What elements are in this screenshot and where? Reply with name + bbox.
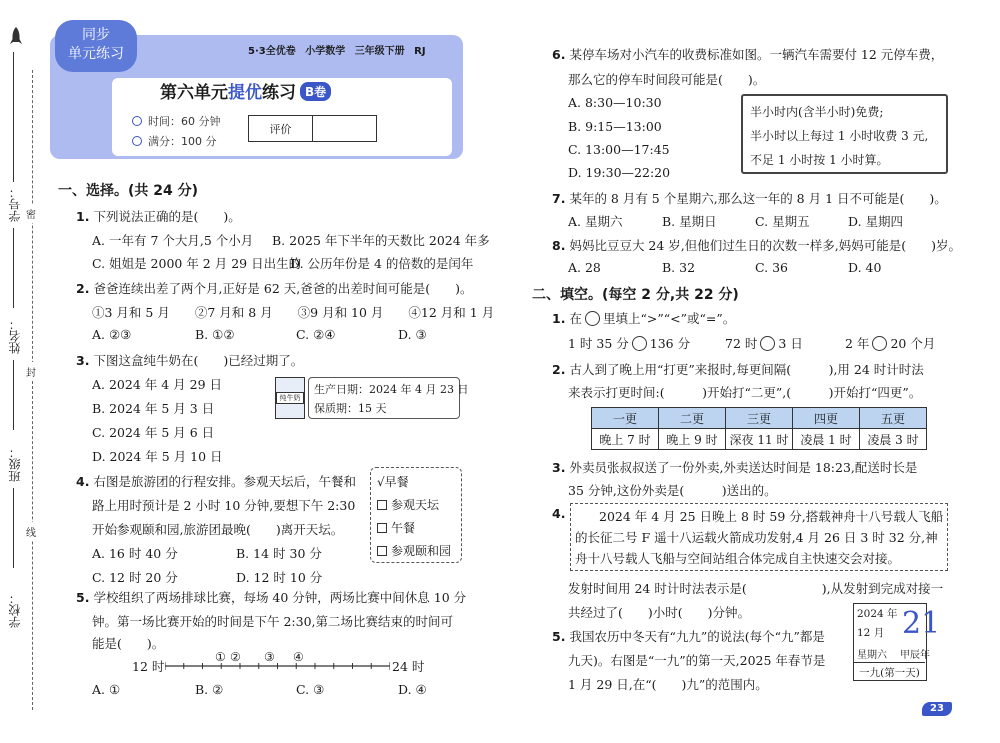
option-a[interactable]: A. 28 (568, 260, 601, 275)
score-info (132, 133, 217, 149)
question-stem: 35 分钟,这份外卖是( )送出的。 (568, 483, 777, 498)
calendar-weekday: 星期六 (857, 650, 887, 661)
watch-schedule-table (591, 407, 927, 450)
option-a[interactable]: A. 一年有 7 个大月,5 个小月 (92, 233, 254, 248)
compare-circle[interactable] (632, 336, 647, 351)
option-d[interactable]: D. 19:30—22:20 (568, 165, 671, 180)
itinerary-item: 参观天坛 (377, 496, 439, 513)
evaluation-label: 评价 (249, 116, 313, 142)
margin-line (13, 52, 14, 182)
table-cell: 深夜 11 时 (726, 429, 793, 450)
question-stem: 外卖员张叔叔送了一份外卖,外卖送达时间是 18:23,配送时长是 (569, 460, 918, 475)
student-id-label: 学号： (8, 186, 22, 222)
series-label: 5·3全优卷 (248, 46, 296, 57)
table-header: 四更 (793, 408, 860, 429)
option-d[interactable]: D. 星期四 (848, 214, 904, 229)
cut-mark: 封 (26, 362, 36, 381)
question-stem: 右图是旅游团的行程安排。参观天坛后，午餐和 (93, 474, 356, 489)
table-cell: 晚上 9 时 (659, 429, 726, 450)
fill-question-5 (552, 627, 825, 645)
question-stem: 钟。第一场比赛开始的时间是下午 2:30,第二场比赛结束的时间可 (92, 614, 454, 629)
question-stem: 在 (569, 311, 582, 326)
itinerary-item: 参观颐和园 (377, 542, 451, 559)
option-b[interactable]: B. 32 (662, 260, 696, 275)
class-line (13, 488, 14, 568)
question-number: 5. (76, 590, 90, 605)
compare-item: 1 时 35 分 136 分 (568, 336, 691, 351)
title-part: 练习 (262, 83, 296, 103)
evaluation-field[interactable] (313, 116, 377, 142)
checkbox-icon (377, 546, 387, 556)
fill-question-4 (552, 506, 565, 521)
question-stem: 发射时间用 24 时计时法表示是( ),从发射到完成对接一 (568, 581, 944, 596)
time-text: 时间：60 分钟 (148, 115, 221, 128)
option-b[interactable]: B. ①② (195, 327, 235, 342)
calendar-ganzhi: 甲辰年 (900, 650, 930, 661)
question-2 (76, 279, 473, 297)
milk-box-icon (275, 377, 305, 419)
section-title: 一、选择。(共 24 分) (58, 183, 199, 199)
option-b[interactable]: B. 2024 年 5 月 3 日 (92, 401, 215, 416)
compare-circle[interactable] (872, 336, 887, 351)
option-c[interactable]: C. 姐姐是 2000 年 2 月 29 日出生的 (92, 256, 302, 271)
table-header: 一更 (592, 408, 659, 429)
timeline-mark: ③ (264, 650, 275, 664)
grade-label: 三年级下册 (354, 46, 405, 57)
section-title: 二、填空。(每空 2 分,共 22 分) (532, 287, 739, 303)
tag-line: 同步 (82, 27, 110, 43)
name-label: 姓名： (8, 318, 22, 354)
itinerary-item: √早餐 (377, 475, 409, 489)
option-c[interactable]: C. 2024 年 5 月 6 日 (92, 425, 215, 440)
class-label: 班级： (8, 446, 22, 482)
calendar-year: 2024 年 (857, 608, 898, 620)
question-number: 6. (552, 47, 566, 62)
calendar-day: 21 (902, 606, 941, 641)
question-number: 4. (552, 506, 566, 521)
title-highlight: 提优 (228, 83, 262, 103)
question-8 (552, 236, 961, 254)
fill-question-1 (552, 309, 735, 327)
option-b[interactable]: B. ② (195, 682, 224, 697)
unit-tag (55, 20, 137, 72)
option-c[interactable]: C. 36 (755, 260, 788, 275)
subject-label: 小学数学 (305, 46, 346, 57)
page-title (160, 78, 331, 103)
cut-dashed-line (32, 70, 33, 710)
question-stem: 开始参观颐和园,旅游团最晚( )离开天坛。 (92, 522, 344, 537)
itinerary-item: 午餐 (377, 519, 415, 536)
option-d[interactable]: D. 公历年份是 4 的倍数的是闰年 (290, 256, 474, 271)
table-header: 二更 (659, 408, 726, 429)
question-stem: 能是( )。 (92, 636, 165, 651)
cut-mark: 密 (26, 204, 36, 223)
question-number: 1. (76, 209, 90, 224)
option-d[interactable]: D. 12 时 10 分 (236, 570, 323, 585)
option-d[interactable]: D. 40 (848, 260, 882, 275)
milk-info-box (308, 377, 469, 419)
table-header: 三更 (726, 408, 793, 429)
option-b[interactable]: B. 14 时 30 分 (236, 546, 322, 561)
fill-question-3 (552, 458, 917, 476)
option-d[interactable]: D. 2024 年 5 月 10 日 (92, 449, 223, 464)
question-stem: 古人到了晚上用“打更”来报时,每更间隔( ),用 24 时计时法 (569, 362, 924, 377)
question-number: 7. (552, 191, 566, 206)
shelf-life: 保质期：15 天 (314, 402, 387, 415)
timeline-mark: ② (230, 650, 241, 664)
calendar-card (853, 603, 941, 681)
fill-question-2 (552, 360, 924, 378)
table-cell: 凌晨 3 时 (860, 429, 927, 450)
option-a[interactable]: A. 星期六 (568, 214, 623, 229)
student-id-line (13, 228, 14, 308)
question-number: 3. (76, 353, 90, 368)
rocket-icon (8, 26, 24, 48)
timeline-mark: ④ (293, 650, 304, 664)
question-number: 1. (552, 311, 566, 326)
title-part: 第六单元 (160, 83, 228, 103)
question-stem: 来表示打更时间:( )开始打“二更”,( )开始打“四更”。 (568, 385, 922, 400)
question-6 (552, 45, 943, 63)
question-number: 4. (76, 474, 90, 489)
version-badge: B卷 (300, 82, 331, 101)
question-number: 3. (552, 460, 566, 475)
timeline-end: 24 时 (392, 659, 425, 674)
rule-line: 不足 1 小时按 1 小时算。 (750, 153, 889, 167)
parking-rule-box (741, 94, 948, 174)
timeline-mark: ① (215, 650, 226, 664)
edition-label: RJ (414, 46, 426, 57)
checkbox-icon (377, 523, 387, 533)
option-c[interactable]: C. 星期五 (755, 214, 810, 229)
cut-mark: 线 (26, 522, 36, 541)
option-a[interactable]: A. ②③ (92, 327, 132, 342)
option-a[interactable]: A. 2024 年 4 月 29 日 (92, 377, 223, 392)
question-stem: 那么它的停车时间段可能是( )。 (568, 72, 766, 87)
question-stem: 妈妈比豆豆大 24 岁,但他们过生日的次数一样多,妈妈可能是( )岁。 (569, 238, 961, 253)
news-line: 2024 年 4 月 25 日晚上 8 时 59 分,搭载神舟十八号载人飞船 (599, 509, 944, 524)
question-stem: 路上用时预计是 2 小时 10 分钟,要想下午 2:30 (92, 498, 356, 513)
question-number: 2. (552, 362, 566, 377)
question-5 (76, 588, 466, 606)
question-number: 2. (76, 281, 90, 296)
question-stem: 某停车场对小汽车的收费标准如图。一辆汽车需要付 12 元停车费， (569, 47, 944, 62)
calendar-month: 12 月 (857, 627, 885, 639)
news-box (570, 503, 948, 571)
compare-item: 2 年 20 个月 (845, 336, 936, 351)
news-line: 舟十八号载人飞船与空间站组合体完成自主快速交会对接。 (575, 551, 901, 566)
calendar-footer: 一九(第一天) (854, 662, 925, 680)
option-c[interactable]: C. ②④ (296, 327, 336, 342)
school-label: 学校： (8, 592, 22, 628)
question-3 (76, 351, 303, 369)
option-d[interactable]: D. ④ (398, 682, 427, 697)
question-stem: 里填上“>”“<”或“=”。 (602, 311, 736, 326)
rule-line: 半小时内(含半小时)免费; (750, 105, 884, 119)
question-7 (552, 189, 947, 207)
binding-margin (0, 0, 48, 743)
evaluation-table (248, 115, 377, 142)
table-cell: 晚上 7 时 (592, 429, 659, 450)
itinerary-box (370, 467, 462, 563)
question-stem: 下列说法正确的是( )。 (93, 209, 241, 224)
table-cell: 凌晨 1 时 (793, 429, 860, 450)
page-number: 23 (922, 702, 952, 716)
timeline-start: 12 时 (132, 659, 165, 674)
question-number: 8. (552, 238, 566, 253)
option-d[interactable]: D. ③ (398, 327, 427, 342)
option-a[interactable]: A. ① (92, 682, 121, 697)
question-stem: 爸爸连续出差了两个月,正好是 62 天,爸爸的出差时间可能是( )。 (93, 281, 473, 296)
tag-line: 单元练习 (68, 46, 124, 62)
question-2-choices: ①3 月和 5 月 ②7 月和 8 月 ③9 月和 10 月 ④12 月和 1 月 (92, 305, 495, 320)
compare-item: 72 时 3 日 (725, 336, 803, 351)
question-1 (76, 207, 241, 225)
rule-line: 半小时以上每过 1 小时收费 3 元, (750, 129, 929, 143)
question-stem: 某年的 8 月有 5 个星期六,那么这一年的 8 月 1 日不可能是( )。 (569, 191, 947, 206)
question-stem: 学校组织了两场排球比赛，每场 40 分钟，两场比赛中间休息 10 分 (93, 590, 467, 605)
question-4 (76, 472, 356, 490)
question-stem: 1 月 29 日,在“( )九”的范围内。 (568, 677, 768, 692)
option-c[interactable]: C. ③ (296, 682, 325, 697)
option-c[interactable]: C. 13:00—17:45 (568, 142, 670, 157)
option-a[interactable]: A. 8:30—10:30 (568, 95, 662, 110)
book-meta (248, 42, 432, 57)
option-b[interactable]: B. 星期日 (662, 214, 717, 229)
question-stem: 共经过了( )小时( )分钟。 (568, 605, 751, 620)
option-b[interactable]: B. 2025 年下半年的天数比 2024 年多 (272, 233, 490, 248)
score-text: 满分：100 分 (148, 135, 217, 148)
news-line: 的长征二号 F 遥十八运载火箭成功发射,4 月 26 日 3 时 32 分,神 (575, 530, 938, 545)
time-info (132, 113, 221, 129)
question-stem: 我国农历中冬天有“九九”的说法(每个“九”都是 (569, 629, 825, 644)
milk-label: 纯牛奶 (276, 392, 304, 404)
compare-circle[interactable] (760, 336, 775, 351)
question-stem: 九天)。右图是“一九”的第一天,2025 年春节是 (568, 653, 826, 668)
clock-icon (132, 116, 142, 126)
option-c[interactable]: C. 12 时 20 分 (92, 570, 178, 585)
check-circle-icon (132, 136, 142, 146)
question-stem: 下图这盒纯牛奶在( )已经过期了。 (93, 353, 304, 368)
timeline (165, 657, 390, 671)
table-header: 五更 (860, 408, 927, 429)
option-a[interactable]: A. 16 时 40 分 (92, 546, 178, 561)
checkbox-icon (377, 500, 387, 510)
production-date: 生产日期：2024 年 4 月 23 日 (314, 383, 469, 396)
question-number: 5. (552, 629, 566, 644)
circle-icon (585, 311, 600, 326)
option-b[interactable]: B. 9:15—13:00 (568, 119, 662, 134)
name-line (13, 360, 14, 430)
